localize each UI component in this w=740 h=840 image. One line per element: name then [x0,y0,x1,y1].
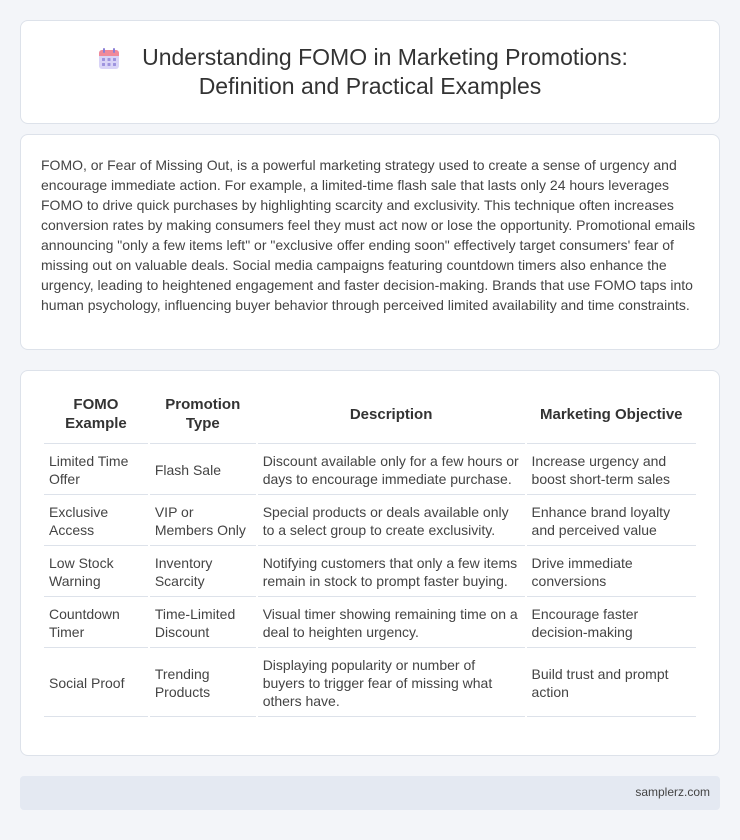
table-row [44,446,696,495]
table-row [44,599,696,648]
table-cell: Inventory Scarcity [150,548,256,597]
column-header: FOMO Example [44,393,148,444]
table-row [44,497,696,546]
table-cell: Visual timer showing remaining time on a deal to heighten urgency. [258,599,525,648]
table-cell: Exclusive Access [44,497,148,546]
intro-card [20,134,720,350]
column-header: Description [258,393,525,444]
table-cell: Low Stock Warning [44,548,148,597]
title-card [20,20,720,124]
column-header: Marketing Objective [527,393,696,444]
table-row [44,650,696,717]
table-cell: Discount available only for a few hours or days to encourage immediate purchase. [258,446,525,495]
table-cell: VIP or Members Only [150,497,256,546]
footer-site-link[interactable]: samplerz.com [635,785,710,799]
column-header: Promotion Type [150,393,256,444]
page-title [21,43,719,101]
table-cell: Encourage faster decision-making [527,599,696,648]
table-cell: Build trust and prompt action [527,650,696,717]
table-header-row [44,393,696,444]
table-cell: Countdown Timer [44,599,148,648]
table-cell: Flash Sale [150,446,256,495]
table-cell: Enhance brand loyalty and perceived value [527,497,696,546]
table-cell: Limited Time Offer [44,446,148,495]
table-cell: Trending Products [150,650,256,717]
table-cell: Increase urgency and boost short-term sales [527,446,696,495]
table-cell: Drive immediate conversions [527,548,696,597]
table-cell: Displaying popularity or number of buyers to trigger fear of missing what others have. [258,650,525,717]
table-cell: Notifying customers that only a few items remain in stock to prompt faster buying. [258,548,525,597]
table-cell: Time-Limited Discount [150,599,256,648]
table-cell: Special products or deals available only to a select group to create exclusivity. [258,497,525,546]
table-card [20,370,720,756]
table-cell: Social Proof [44,650,148,717]
page-title-line-1: Understanding FOMO in Marketing Promotions: [142,44,628,70]
table-row [44,548,696,597]
intro-paragraph: FOMO, or Fear of Missing Out, is a powerful marketing strategy used to create a sense of urgency and encourage immediate action. For example, a limited-time flash sale that lasts only 24 hours leverages FOMO to drive quick purchases by highlighting scarcity and exclusivity. This technique often increases conversion rates by making consumers feel they must act now or lose the opportunity. Promotional emails announcing "only a few items left" or "exclusive offer ending soon" effectively target consumers' fear of missing out on valuable deals. Social media campaigns featuring countdown timers also enhance the urgency, leading to heightened engagement and faster decision-making. Brands that use FOMO taps into human psychology, influencing buyer behavior through perceived limited availability and time constraints. [41,157,696,313]
fomo-table [42,391,698,719]
page-title-line-2: Definition and Practical Examples [198,73,542,99]
calendar-icon [97,47,121,71]
footer-bar [20,776,720,810]
